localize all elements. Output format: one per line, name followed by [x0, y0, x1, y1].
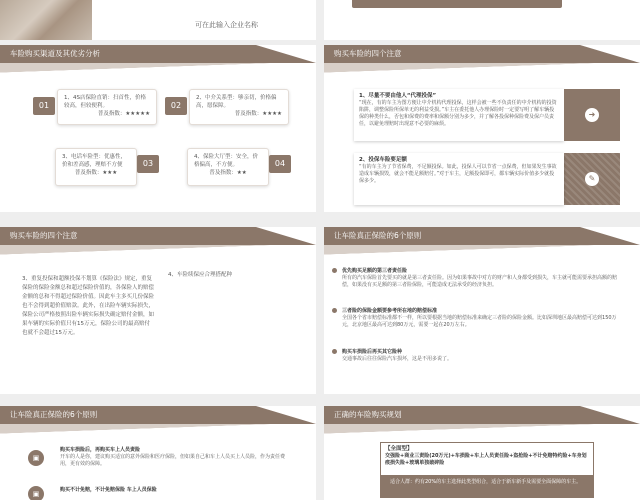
item-card [187, 148, 269, 186]
point-1-icon-panel [564, 89, 620, 141]
item-card [55, 148, 137, 186]
point-text: “有的车主为了节省保费，不足额投保。如此，投保人可以节省一点保费，但如果发生事故造成车辆损毁，就会不能足额赔付。”对于车主，足额投保即可，都车辆实际价值多少就投保多少。 [359, 164, 557, 184]
header-wedge [0, 424, 316, 434]
item-text: 4、保险大厅型：安全，价格偏高，不方便。 [194, 154, 259, 168]
slide-title: 购买车险的四个注意 [324, 45, 640, 63]
item-number: 04 [269, 155, 291, 173]
principle-text: 所有的汽车保险首先要买的就是第三者责任险。因为如果事故中对方的财产和人身都受到损失，车主就可能需要承担高额的赔偿，如果没有买足额的第三者险保险，可能造成无法承受的经济负担。 [342, 275, 618, 288]
header-wedge [324, 424, 640, 434]
city-photo [0, 0, 92, 40]
principle-title: 购买车损险后再买其它险种 [342, 349, 403, 355]
principle-title: 购买车损险后，再购买车上人员责险 [60, 447, 141, 453]
item-card [57, 89, 157, 125]
principle-item [342, 348, 624, 363]
arrow-icon: ➜ [585, 108, 599, 122]
point-2-card [354, 153, 564, 205]
principle-text: 全国各个省市赔偿标准都不一样，所以要根据当地的赔偿标准来确定三者险的保险金额。比如深圳地区最高赔偿可达到150万元，北京地区最高可达到80万元，需要一起在20万左右。 [342, 315, 617, 328]
principle-title: 优先购买足额的第三者责任险 [342, 268, 408, 274]
slide-7 [0, 406, 316, 500]
slide-title: 让车险真正保险的6个原则 [324, 227, 640, 245]
item-card [189, 89, 289, 125]
principle-text: 开车的人是你，建议购买适宜的意外保险和医疗保险，但如果自己和车上人员买上人员险，作为责任费用，更有效的保障。 [60, 454, 286, 467]
header-wedge [0, 245, 316, 255]
principle-text: 交通事故后往往保险汽车损坏，这是不用多说了。 [342, 356, 453, 362]
slide-5 [0, 227, 316, 394]
slide-4 [324, 45, 640, 212]
slide-title: 正确的车险购买规划 [324, 406, 640, 424]
point-2-icon-panel [564, 153, 620, 205]
plan-footer: 适合人群：约有20%的车主选择此类型组合，适合于新车新手及需要全面保障的车主。 [380, 476, 594, 498]
side-tab: ▣ [28, 450, 44, 466]
item-number: 01 [33, 97, 55, 115]
item-rating: 普及指数：★★★★★ [97, 111, 150, 117]
bullet-icon [332, 308, 337, 313]
item-rating: 普及指数：★★ [209, 170, 247, 176]
item-text: 1、4S店保险直销：扫首性，价格较高，但较便利。 [64, 95, 146, 109]
item-text: 3、电话车险型：优惠性，价和差高感，理赔不方便 [62, 154, 127, 168]
bullet-icon [332, 268, 337, 273]
point-title: 1、尽量不要由他人“代理投保” [359, 93, 437, 99]
plan-title: 【全面型】 [385, 446, 413, 452]
item-rating: 普及指数：★★★★ [234, 111, 282, 117]
item-text: 2、中介关系型：够亲切，价格偏高，愿保障。 [196, 95, 277, 109]
principle-item [342, 267, 624, 289]
point-1-card [354, 89, 564, 141]
bullet-icon [332, 349, 337, 354]
point-4-text: 4、车险续保应合理搭配种 [168, 272, 233, 278]
edit-icon: ✎ [585, 172, 599, 186]
banner-bar [352, 0, 562, 8]
point-3-text: 3、重复投保和超额投保不划算《保险法》规定，重复保险的保险金额总和超过保险价值的，各保险人的赔偿金额的总和不得超过保险价值。因此车主多买几份保险也不会得到超价值赔款。此外，在出险车辆实际损失，保险公司严格按照出险车辆实际损失确定赔付金额，如果车辆的实际价值只有15万元，保险公司的最高赔付也就不会超过15万元。 [22, 276, 155, 336]
point-text: “现在，有的车主为图方便让中介机构代理投保，这样会被一些不负责任的中介机构的投资陷阱，调整保险所保单无的利益受损。”车主在委托他人办理保险时一定要写明了解车辆投保的种类什么，否包和保费的费率和保额分别为多少，并了解各投保种保险费及保户员责任，以避免理赔时出现意不必要的麻烦。 [359, 100, 557, 127]
item-number: 03 [137, 155, 159, 173]
slide-title: 购买车险的四个注意 [0, 227, 316, 245]
principle-title: 三者险的保险金额要参考所在地的赔偿标准 [342, 308, 438, 314]
side-tab: ▣ [28, 486, 44, 500]
slide-2 [324, 0, 640, 40]
item-number: 02 [165, 97, 187, 115]
principle-item [342, 307, 624, 329]
slide-8 [324, 406, 640, 500]
slide-title: 让车险真正保险的6个原则 [0, 406, 316, 424]
header-wedge [324, 63, 640, 73]
header-wedge [0, 63, 316, 73]
point-title: 2、投保车险要足额 [359, 157, 407, 163]
principle-title: 购买不计免赔，不计免赔保险 车上人员保险 [60, 487, 157, 493]
header-wedge [324, 245, 640, 255]
item-rating: 普及指数：★★★ [74, 170, 118, 176]
plan-box [380, 442, 594, 476]
slide-1 [0, 0, 316, 40]
company-name-label: 可在此输入企业名称 [195, 21, 258, 29]
slide-6 [324, 227, 640, 394]
slide-title: 车险购买渠道及其优劣分析 [0, 45, 316, 63]
plan-text: 交强险+商业三责险(20万元)+车损险+车上人员责任险+盗抢险+不计免赔特约险+车身划痕损失险+玻璃单独破碎险 [385, 453, 587, 466]
slide-3 [0, 45, 316, 212]
